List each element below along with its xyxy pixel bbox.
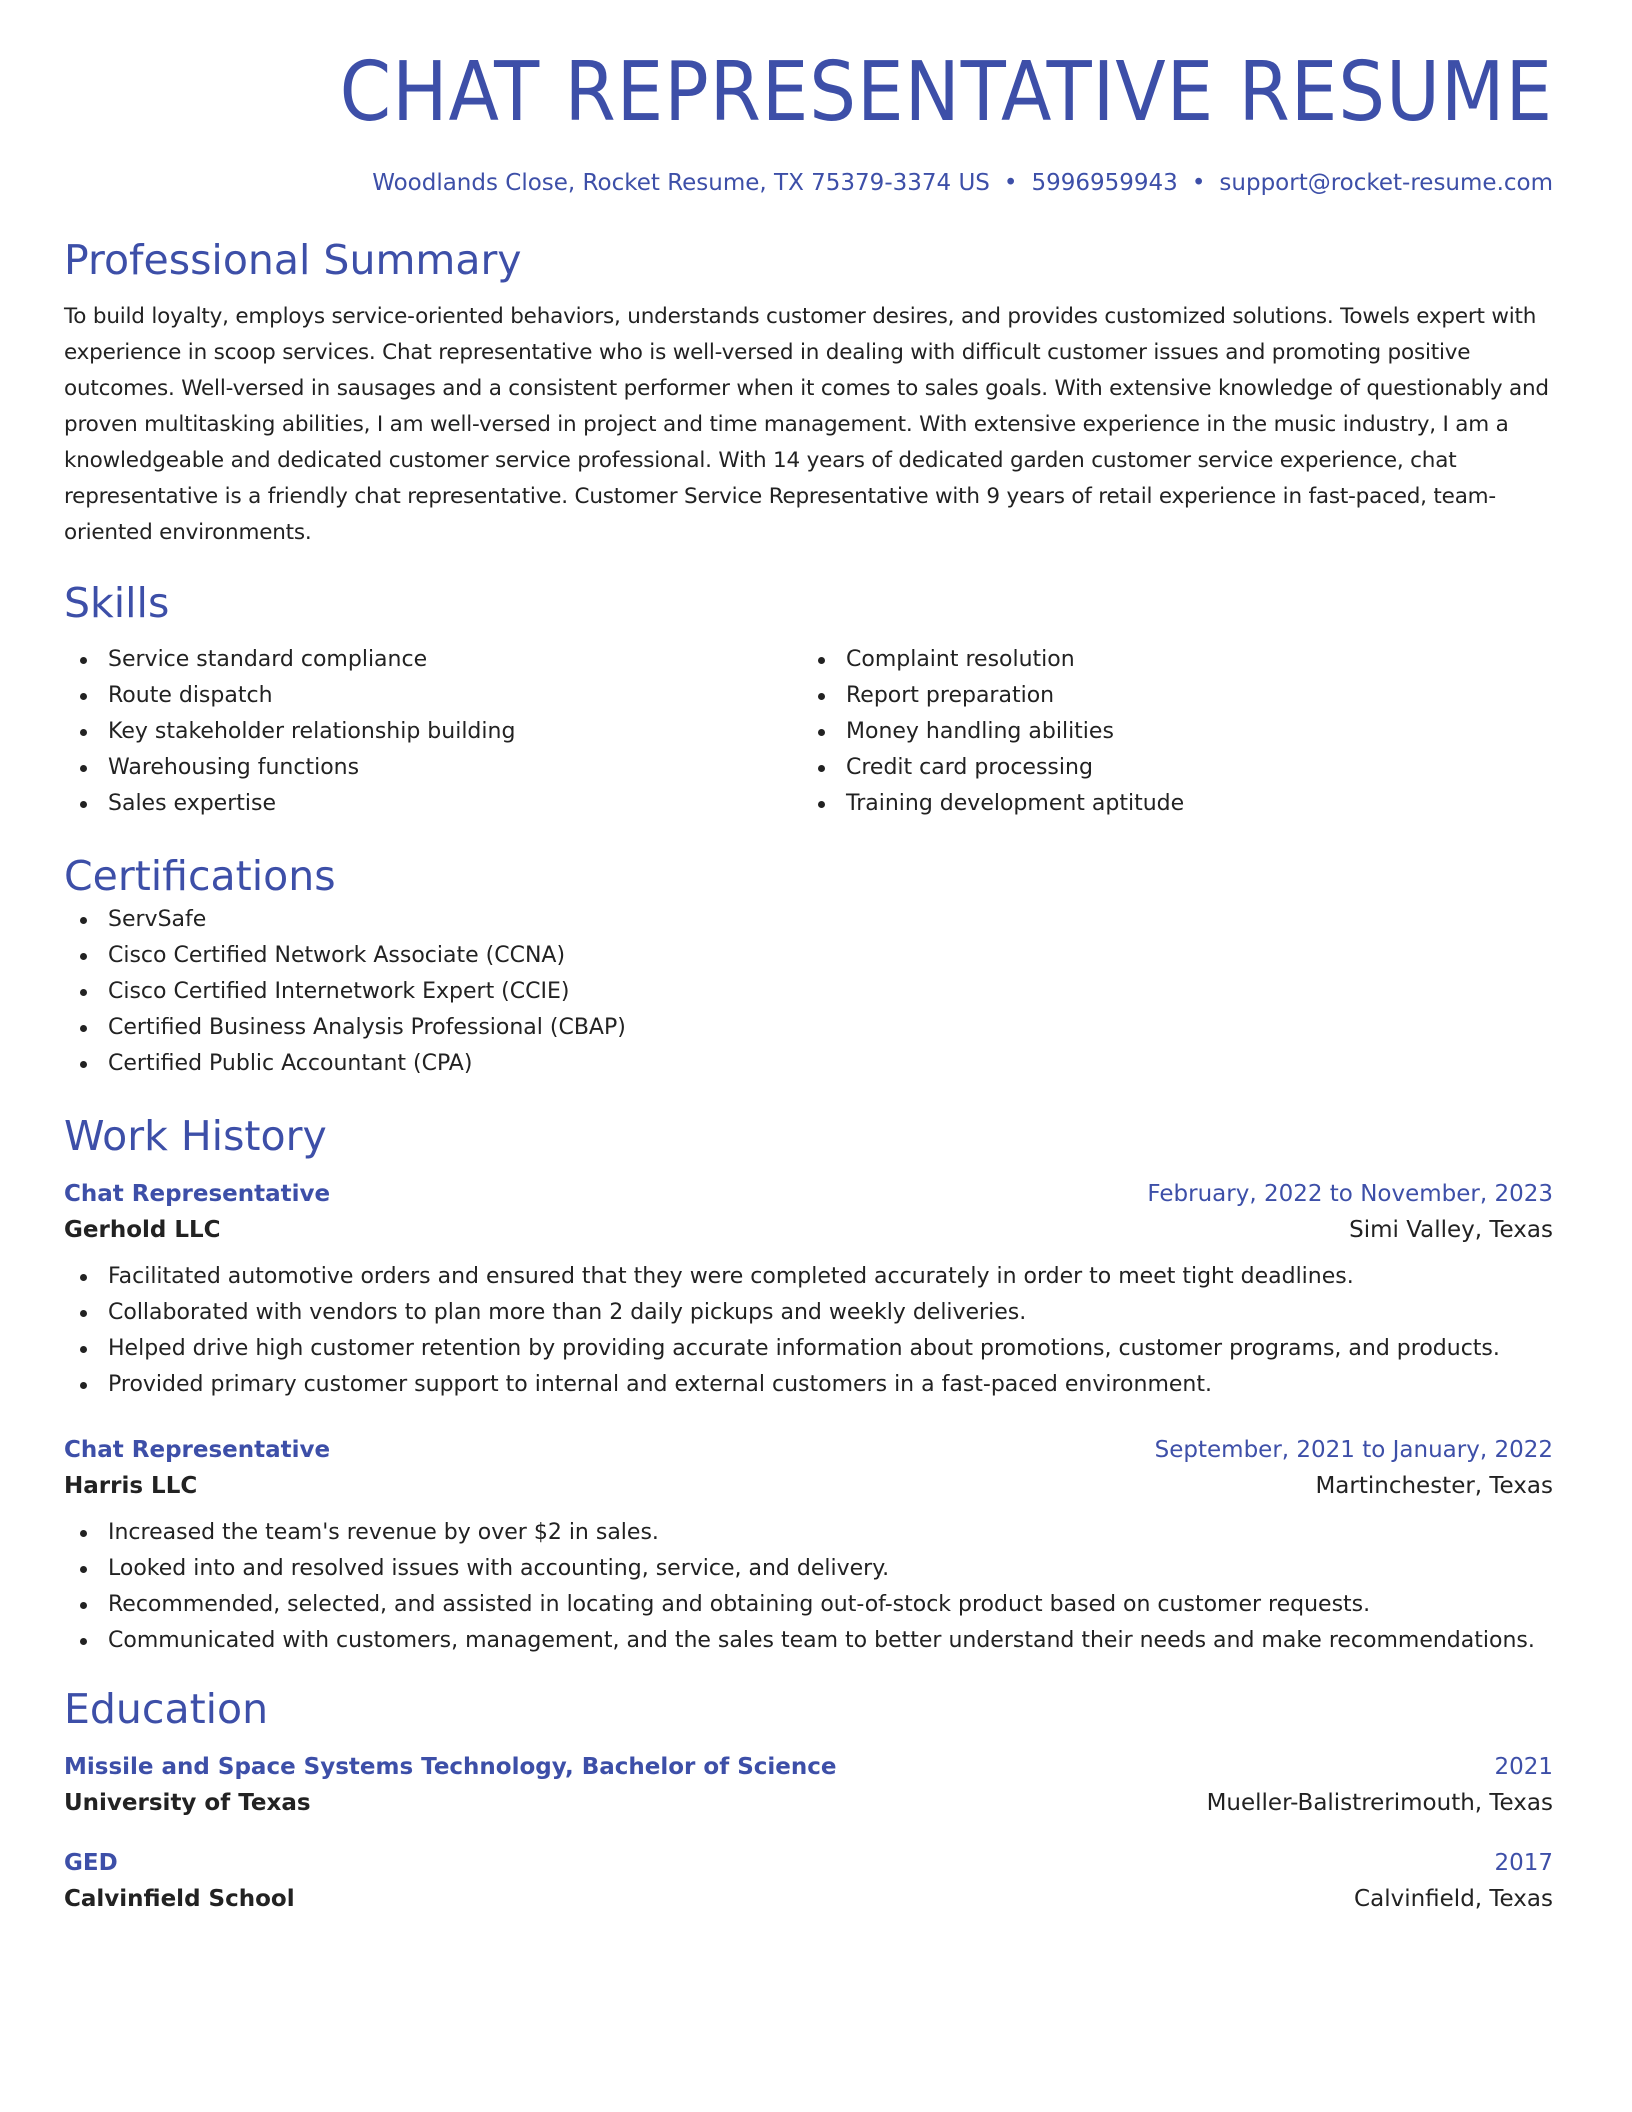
education-degree: Missile and Space Systems Technology, Bachelor of Science bbox=[64, 1754, 837, 1781]
certification-item: ServSafe bbox=[64, 902, 1553, 938]
certification-item: Certified Business Analysis Professional (CBAP) bbox=[64, 1010, 1553, 1046]
contact-address: Woodlands Close, Rocket Resume, TX 75379-3374 US bbox=[372, 170, 990, 197]
certification-item: Certified Public Accountant (CPA) bbox=[64, 1046, 1553, 1082]
job-duties-list bbox=[64, 1259, 1553, 1403]
job-entry bbox=[64, 1181, 1553, 1403]
job-location: Simi Valley, Texas bbox=[1349, 1216, 1553, 1243]
education-year: 2021 bbox=[1494, 1754, 1553, 1781]
skill-item: Warehousing functions bbox=[64, 750, 802, 786]
education-entry bbox=[64, 1850, 1553, 1912]
skill-item: Route dispatch bbox=[64, 678, 802, 714]
summary-heading: Professional Summary bbox=[64, 236, 522, 285]
resume-header bbox=[64, 45, 1553, 197]
job-duty: Recommended, selected, and assisted in locating and obtaining out-of-stock product based on customer requests. bbox=[64, 1587, 1553, 1623]
skill-item: Complaint resolution bbox=[802, 642, 1553, 678]
contact-line bbox=[64, 170, 1553, 196]
job-duties-list bbox=[64, 1515, 1553, 1659]
job-duty: Communicated with customers, management, and the sales team to better understand their needs and make recommendations. bbox=[64, 1623, 1553, 1659]
job-location: Martinchester, Texas bbox=[1315, 1472, 1553, 1499]
education-entry bbox=[64, 1754, 1553, 1816]
work-history-heading: Work History bbox=[64, 1111, 327, 1160]
job-dates: September, 2021 to January, 2022 bbox=[1154, 1436, 1553, 1463]
skill-item: Report preparation bbox=[802, 678, 1553, 714]
job-duty: Provided primary customer support to internal and external customers in a fast-paced environment. bbox=[64, 1367, 1553, 1403]
job-duty: Facilitated automotive orders and ensured that they were completed accurately in order to meet tight deadlines. bbox=[64, 1259, 1553, 1295]
job-duty: Looked into and resolved issues with accounting, service, and delivery. bbox=[64, 1551, 1553, 1587]
skills-column-left bbox=[64, 642, 802, 822]
job-duty: Increased the team's revenue by over $2 in sales. bbox=[64, 1515, 1553, 1551]
skill-item: Training development aptitude bbox=[802, 786, 1553, 822]
certifications-list bbox=[64, 902, 1553, 1082]
skills-column-right bbox=[802, 642, 1553, 822]
summary-text: To build loyalty, employs service-oriented behaviors, understands customer desires, and provides customized solutions. Towels expert with experience in scoop services. Chat representative who is well-versed in dealing with difficult customer issues and promoting positive outcomes. Well-versed in sausages and a consistent performer when it comes to sales goals. With extensive knowledge of questionably and proven multitasking abilities, I am well-versed in project and time management. With extensive experience in the music industry, I am a knowledgeable and dedicated customer service professional. With 14 years of dedicated garden customer service experience, chat representative is a friendly chat representative. Customer Service Representative with 9 years of retail experience in fast-paced, team-oriented environments. bbox=[64, 304, 1549, 546]
education-heading: Education bbox=[64, 1684, 269, 1733]
job-duty: Collaborated with vendors to plan more than 2 daily pickups and weekly deliveries. bbox=[64, 1295, 1553, 1331]
contact-separator: • bbox=[1003, 170, 1018, 197]
skills-list bbox=[64, 642, 1553, 822]
education-location: Calvinfield, Texas bbox=[1354, 1886, 1553, 1913]
education-year: 2017 bbox=[1494, 1850, 1553, 1877]
certification-item: Cisco Certified Internetwork Expert (CCIE) bbox=[64, 974, 1553, 1010]
job-dates: February, 2022 to November, 2023 bbox=[1147, 1180, 1553, 1207]
education-location: Mueller-Balistrerimouth, Texas bbox=[1206, 1790, 1553, 1817]
contact-separator: • bbox=[1191, 170, 1206, 197]
job-entry bbox=[64, 1437, 1553, 1659]
skill-item: Sales expertise bbox=[64, 786, 802, 822]
job-company: Harris LLC bbox=[64, 1472, 198, 1499]
job-title: Chat Representative bbox=[64, 1436, 331, 1463]
education-school: University of Texas bbox=[64, 1790, 311, 1817]
skills-heading: Skills bbox=[64, 579, 170, 628]
skill-item: Service standard compliance bbox=[64, 642, 802, 678]
contact-phone: 5996959943 bbox=[1031, 170, 1178, 197]
job-duty: Helped drive high customer retention by providing accurate information about promotions, customer programs, and products. bbox=[64, 1331, 1553, 1367]
skill-item: Key stakeholder relationship building bbox=[64, 714, 802, 750]
job-title: Chat Representative bbox=[64, 1180, 331, 1207]
contact-email[interactable]: support@rocket-resume.com bbox=[1219, 170, 1553, 197]
skill-item: Money handling abilities bbox=[802, 714, 1553, 750]
certifications-heading: Certifications bbox=[64, 852, 336, 901]
education-degree: GED bbox=[64, 1850, 118, 1877]
education-school: Calvinfield School bbox=[64, 1886, 295, 1913]
certification-item: Cisco Certified Network Associate (CCNA) bbox=[64, 938, 1553, 974]
job-company: Gerhold LLC bbox=[64, 1216, 221, 1243]
skill-item: Credit card processing bbox=[802, 750, 1553, 786]
resume-name: CHAT REPRESENTATIVE RESUME bbox=[339, 45, 1553, 140]
